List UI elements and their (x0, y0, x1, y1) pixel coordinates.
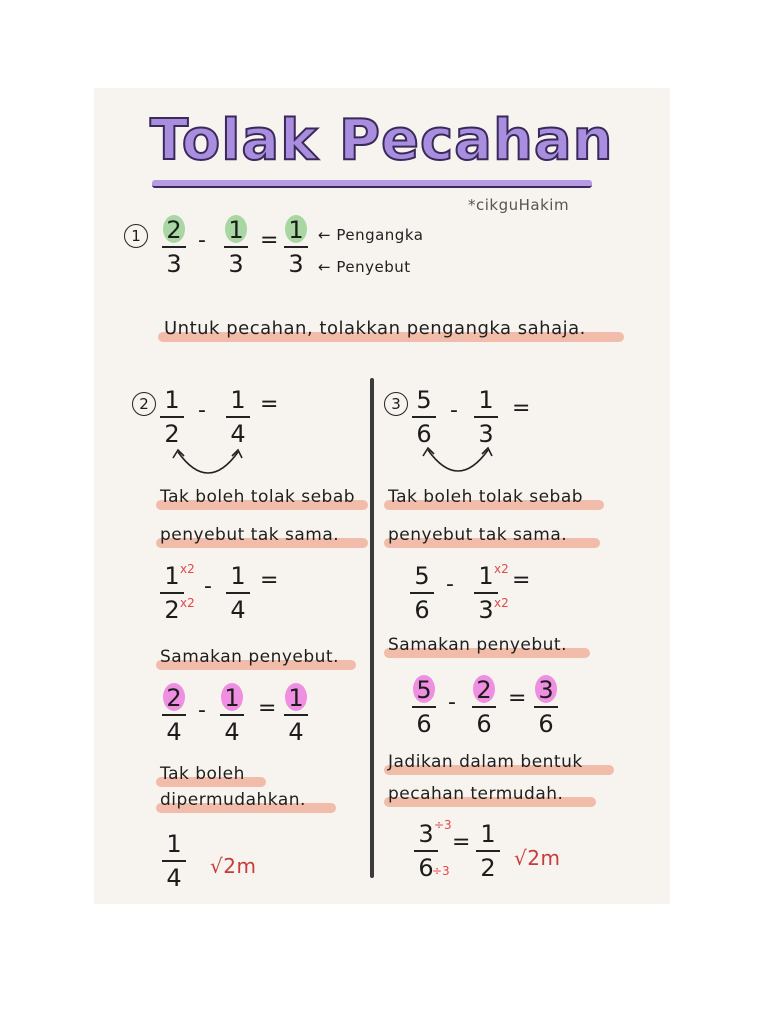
marks-note: √2m (514, 846, 561, 870)
example-2-number: 2 (132, 392, 156, 416)
ex3-answer-fraction: 1 2 (474, 820, 502, 882)
ex2-result-fraction-2: 1 4 (218, 684, 246, 746)
equals-sign: = (260, 228, 279, 253)
ex2-note-tak-boleh: Tak boleh (160, 764, 245, 784)
ex2-note-line-1: Tak boleh tolak sebab (160, 487, 356, 507)
ex3-result-fraction-1: 5 6 (410, 676, 438, 738)
ex2-step-fraction-1: 1 2 (158, 562, 186, 624)
rule-text: Untuk pecahan, tolakkan pengangka sahaja. (164, 318, 586, 339)
ex3-note-line-1: Tak boleh tolak sebab (388, 487, 584, 507)
minus-sign: - (450, 398, 458, 423)
ex1-fraction-1: 2 3 (160, 216, 188, 278)
divider-note: ÷3 (434, 818, 452, 832)
divider-note: ÷3 (432, 864, 450, 878)
minus-sign: - (446, 572, 454, 597)
minus-sign: - (198, 398, 206, 423)
ex3-fraction-2: 1 3 (472, 386, 500, 448)
ex2-note-dipermudahkan: dipermudahkan. (160, 790, 306, 810)
ex3-note-line-2: penyebut tak sama. (388, 525, 568, 545)
page-title: Tolak Pecahan (150, 108, 614, 173)
author-signature: *cikguHakim (468, 196, 570, 214)
ex1-fraction-2: 1 3 (222, 216, 250, 278)
equals-sign: = (512, 396, 531, 421)
marks-note: √2m (210, 854, 257, 878)
multiplier-note: x2 (180, 596, 195, 610)
minus-sign: - (198, 698, 206, 723)
ex3-simplify-fraction: 3 6 (412, 820, 440, 882)
ex3-result-fraction-3: 3 6 (532, 676, 560, 738)
ex3-step-fraction-2: 1 3 (472, 562, 500, 624)
equals-sign: = (512, 568, 531, 593)
equals-sign: = (258, 696, 277, 721)
minus-sign: - (448, 690, 456, 715)
compare-arrow-icon (420, 444, 500, 480)
ex3-note-jadikan: Jadikan dalam bentuk (388, 752, 583, 772)
multiplier-note: x2 (494, 562, 509, 576)
multiplier-note: x2 (494, 596, 509, 610)
ex2-fraction-2: 1 4 (224, 386, 252, 448)
equals-sign: = (452, 830, 471, 855)
example-3-number: 3 (384, 392, 408, 416)
label-penyebut: ← Penyebut (318, 258, 411, 276)
ex2-note-samakan: Samakan penyebut. (160, 647, 340, 667)
multiplier-note: x2 (180, 562, 195, 576)
ex3-result-fraction-2: 2 6 (470, 676, 498, 738)
minus-sign: - (198, 228, 206, 253)
ex2-result-fraction-1: 2 4 (160, 684, 188, 746)
ex2-fraction-1: 1 2 (158, 386, 186, 448)
equals-sign: = (260, 392, 279, 417)
ex3-fraction-1: 5 6 (410, 386, 438, 448)
column-divider (370, 378, 374, 878)
compare-arrow-icon (170, 446, 250, 482)
equals-sign: = (508, 686, 527, 711)
minus-sign: - (204, 574, 212, 599)
ex1-fraction-3: 1 3 (282, 216, 310, 278)
label-pengangka: ← Pengangka (318, 226, 424, 244)
ex2-note-line-2: penyebut tak sama. (160, 525, 340, 545)
example-1-number: 1 (124, 224, 148, 248)
equals-sign: = (260, 568, 279, 593)
ex3-note-pecahan-termudah: pecahan termudah. (388, 784, 564, 804)
ex3-step-fraction-1: 5 6 (408, 562, 436, 624)
title-underline (152, 180, 592, 188)
ex3-note-samakan: Samakan penyebut. (388, 635, 568, 655)
ex2-result-fraction-3: 1 4 (282, 684, 310, 746)
ex2-step-fraction-2: 1 4 (224, 562, 252, 624)
ex2-answer-fraction: 1 4 (160, 830, 188, 892)
